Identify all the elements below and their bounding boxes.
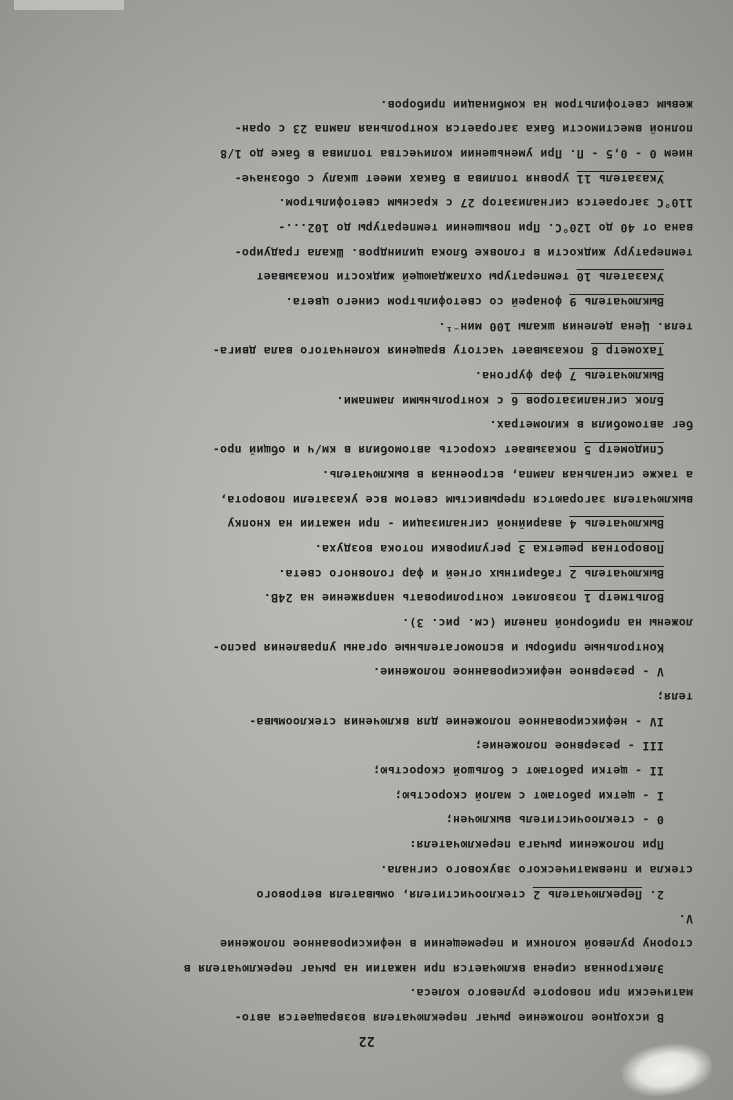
text-line — [3, 561, 693, 586]
text-line — [3, 833, 693, 858]
text-line — [3, 857, 693, 882]
line-text: стекла и пневматического звукового сигнала. — [379, 862, 693, 877]
underlined-term: Выключатель 4 — [569, 517, 664, 532]
text-line — [3, 734, 693, 759]
line-text: вана от 40 до 120°С. При повышении температуры до 102...- — [278, 221, 693, 235]
text-line — [3, 166, 693, 191]
line-text: II - щетки работают с большой скоростью; — [372, 764, 693, 779]
underlined-term: Блок сигнализаторов 6 — [510, 393, 664, 408]
text-line — [3, 240, 693, 265]
line-text: а также сигнальная лампа, встроенная в выключатель. — [321, 467, 693, 482]
line-text-continued: показывает частоту вращения коленчатого вала двига- — [212, 344, 592, 359]
page-number: 22 — [358, 1033, 375, 1048]
line-text: 2. — [642, 887, 693, 902]
text-line — [3, 487, 693, 512]
text-line — [3, 931, 693, 956]
line-text-continued: с контрольными лампами. — [336, 393, 511, 408]
line-text: IV - нефиксированное положение для включения стеклоомыва- — [248, 714, 693, 729]
underlined-term: Указатель 10 — [576, 270, 664, 285]
text-line — [3, 141, 693, 166]
line-text-continued: позволяет контролировать напряжение на 24В. — [263, 591, 584, 606]
text-line — [3, 438, 693, 463]
text-line — [3, 907, 693, 932]
line-text: полной вместимости бака загорается контрольная лампа 23 с оран- — [234, 122, 693, 137]
document-body — [3, 92, 693, 1030]
text-line — [3, 289, 693, 314]
text-line — [3, 783, 693, 808]
text-line — [3, 363, 693, 388]
line-text-continued: фонарей со светофильтром синего цвета. — [285, 295, 570, 310]
text-line — [3, 956, 693, 981]
text-line — [3, 981, 693, 1006]
text-line — [3, 413, 693, 438]
text-line — [3, 388, 693, 413]
text-line — [3, 684, 693, 709]
text-line — [3, 92, 693, 117]
text-line — [3, 586, 693, 611]
underlined-term: Поворотная решетка 3 — [518, 541, 664, 556]
line-text-continued: габаритных огней и фар головного света. — [278, 566, 570, 581]
underlined-term: Выключатель 7 — [569, 369, 664, 384]
line-text-continued: фар фургона. — [474, 369, 570, 384]
line-text — [664, 295, 693, 309]
line-text — [664, 369, 693, 383]
line-text: V - резервное нефиксированное положение. — [372, 665, 693, 680]
line-text-continued: температуры охлаждающей жидкости показывает — [256, 270, 577, 285]
text-line — [3, 339, 693, 364]
text-line — [3, 462, 693, 487]
text-line — [3, 191, 693, 216]
line-text: бег автомобиля в километрах. — [489, 418, 693, 433]
underlined-term: Указатель 11 — [576, 171, 664, 186]
text-line — [3, 265, 693, 290]
line-text — [664, 172, 693, 186]
line-text: матически при повороте рулевого колеса. — [409, 986, 693, 1001]
line-text: Электронная сирена включается при нажатии на рычаг переключателя в — [183, 961, 693, 976]
text-line — [3, 610, 693, 635]
underlined-term: Тахометр 8 — [591, 344, 664, 359]
line-text: При положении рычага переключателя: — [409, 838, 693, 853]
line-text: температуру жидкости в головке блока цилиндров. Шкала градуиро- — [234, 245, 693, 260]
line-text: выключателя загораются прерывистым светом все указатели поворота, — [219, 492, 693, 507]
line-text — [664, 517, 693, 531]
line-text — [664, 443, 693, 457]
line-text-continued: стеклоочистителя, омывателя ветрового — [256, 887, 533, 902]
text-line — [3, 808, 693, 833]
line-text: 0 - стеклоочиститель выключен; — [445, 813, 693, 828]
line-text: В исходное положение рычаг переключателя возвращается авто- — [234, 1011, 693, 1025]
line-text — [664, 394, 693, 408]
line-text: сторону рулевой колонки и перемещении в нефиксированное положение — [219, 936, 693, 951]
line-text — [664, 567, 693, 581]
line-text — [664, 542, 693, 556]
line-text: жевым светофильтром на комбинации приборов. — [379, 97, 693, 112]
text-line — [3, 117, 693, 142]
text-line — [3, 1005, 693, 1030]
line-text-continued: показывает скорость автомобиля в км/ч и общий про- — [212, 443, 584, 458]
text-line — [3, 314, 693, 339]
line-text: I - щетки работают с малой скоростью; — [394, 788, 693, 803]
line-text — [664, 344, 693, 358]
underlined-term: Выключатель 2 — [569, 566, 664, 581]
text-line — [3, 512, 693, 537]
text-line — [3, 536, 693, 561]
text-line — [3, 215, 693, 240]
line-text: V. — [678, 912, 693, 927]
line-text — [664, 591, 693, 605]
line-text-continued: аварийной сигнализации - при нажатии на кнопку — [227, 517, 570, 532]
line-text: 110°С загорается сигнализатор 27 с красным светофильтром. — [278, 196, 693, 211]
line-text: теля; — [656, 690, 693, 705]
line-text: нием 0 - 0,5 - П. При уменьшении количества топлива в баке до 1/8 — [219, 146, 693, 161]
underlined-term: Вольтметр 1 — [583, 591, 664, 606]
text-line — [3, 709, 693, 734]
text-line — [3, 635, 693, 660]
text-line — [3, 660, 693, 685]
underlined-term: Спидометр 5 — [583, 443, 664, 458]
line-text — [664, 270, 693, 284]
text-line — [3, 882, 693, 907]
line-text: Контрольные приборы и вспомогательные органы управления распо- — [212, 640, 693, 655]
text-line — [3, 758, 693, 783]
line-text-continued: регулировки потока воздуха. — [314, 541, 519, 556]
line-text-continued: уровня топлива в баках имеет шкалу с обозначе- — [234, 171, 577, 186]
underlined-term: Выключатель 9 — [569, 295, 664, 310]
line-text: ложены на приборной панели (см. рис. 3). — [401, 616, 693, 630]
line-text: теля. Цена деления шкалы 100 мин⁻¹. — [438, 319, 693, 334]
underlined-term: Переключатель 2 — [532, 887, 643, 902]
line-text: III - резервное положение; — [474, 739, 693, 754]
